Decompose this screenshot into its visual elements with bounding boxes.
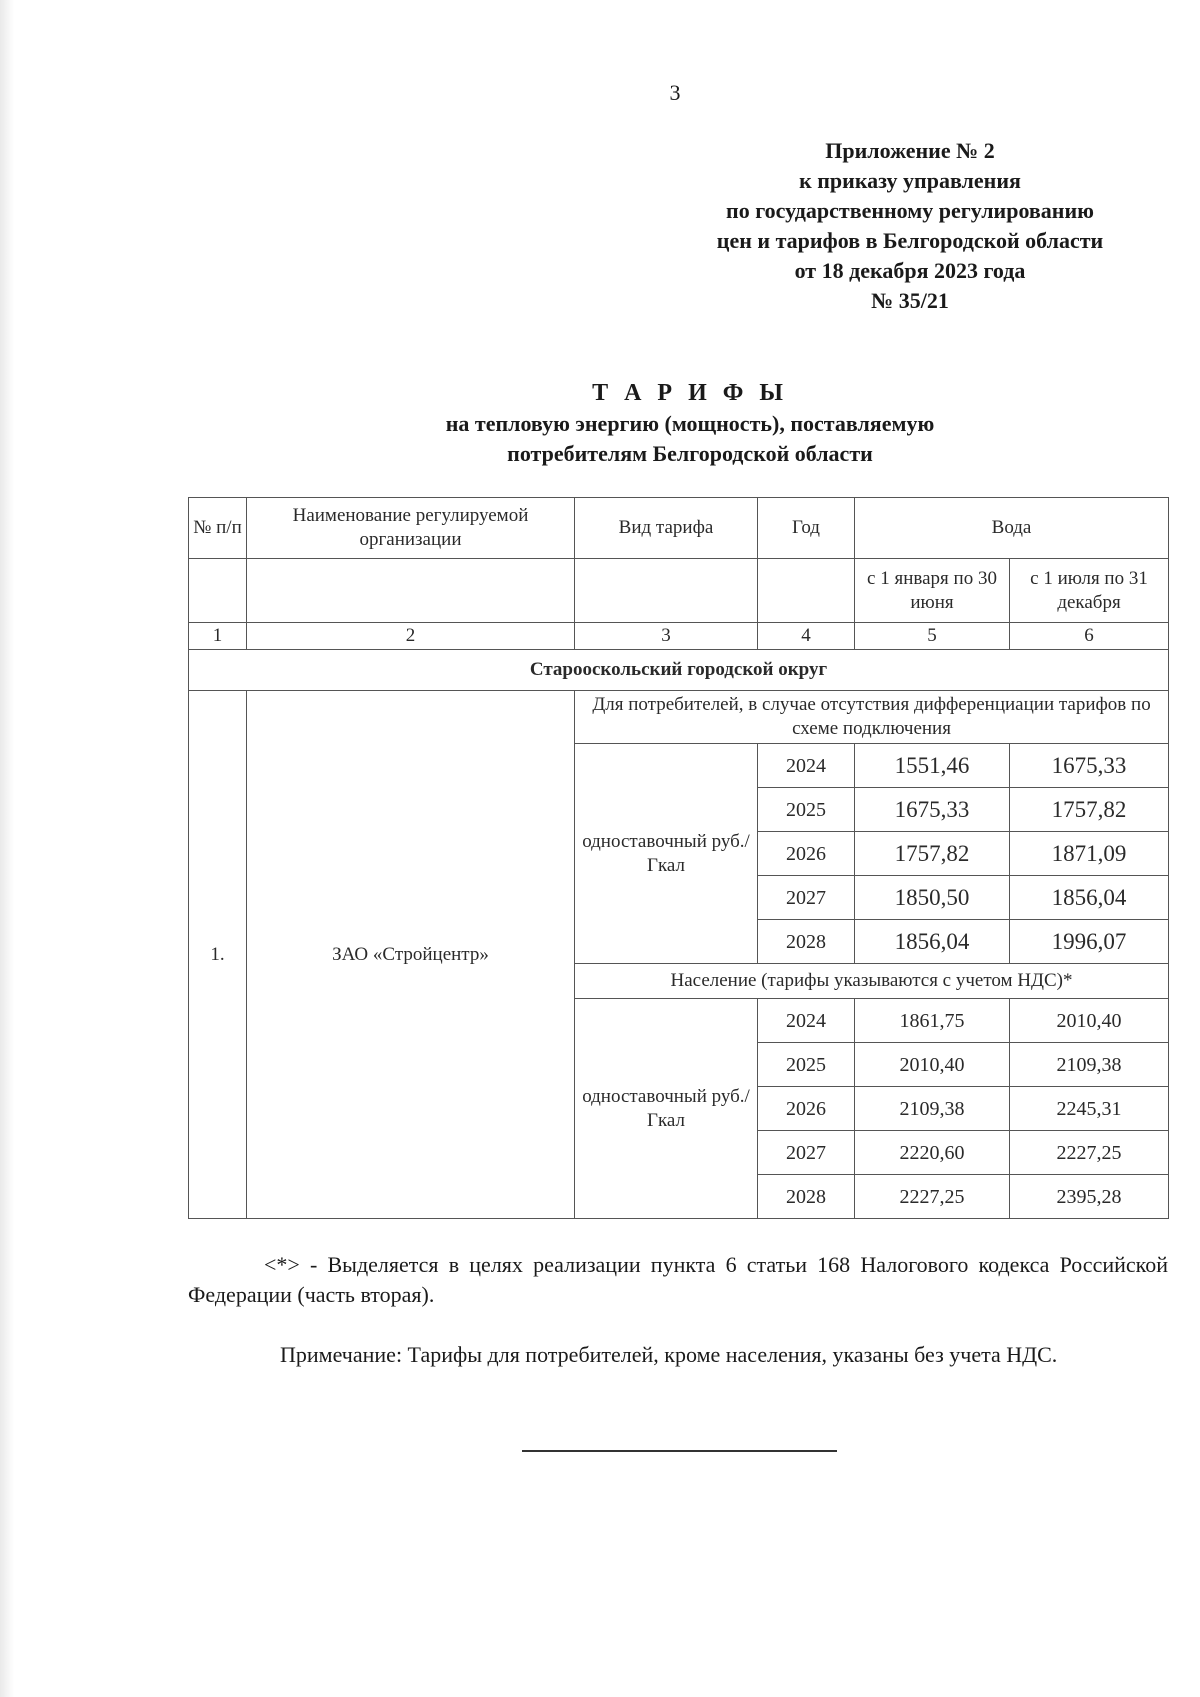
value-period-1: 1551,46 xyxy=(855,744,1010,788)
district-row xyxy=(189,650,1169,691)
value-period-1: 1861,75 xyxy=(855,999,1010,1043)
tariff-type-cell: одноставочный руб./Гкал xyxy=(575,999,758,1219)
column-numbers-row xyxy=(189,623,1169,650)
value-period-1: 1856,04 xyxy=(855,920,1010,964)
value-period-2: 2010,40 xyxy=(1010,999,1169,1043)
year-cell: 2027 xyxy=(758,876,855,920)
year-cell: 2028 xyxy=(758,1175,855,1219)
appendix-line: от 18 декабря 2023 года xyxy=(794,258,1026,283)
appendix-line: цен и тарифов в Белгородской области xyxy=(716,228,1104,253)
column-number: 2 xyxy=(247,623,575,650)
value-period-1: 2010,40 xyxy=(855,1043,1010,1087)
category-label: Для потребителей, в случае отсутствия дифференциации тарифов по схеме подключения xyxy=(575,691,1169,744)
header-organization: Наименование регулируемой организации xyxy=(247,498,575,559)
value-period-2: 2227,25 xyxy=(1010,1131,1169,1175)
appendix-line: по государственному регулированию xyxy=(726,198,1094,223)
value-period-2: 2395,28 xyxy=(1010,1175,1169,1219)
value-period-2: 1996,07 xyxy=(1010,920,1169,964)
value-period-2: 1871,09 xyxy=(1010,832,1169,876)
separator-line xyxy=(522,1450,837,1452)
year-cell: 2026 xyxy=(758,1087,855,1131)
value-period-2: 2245,31 xyxy=(1010,1087,1169,1131)
value-period-1: 2220,60 xyxy=(855,1131,1010,1175)
title-subtitle-line: на тепловую энергию (мощность), поставляемую xyxy=(445,411,935,436)
appendix-line: № 35/21 xyxy=(871,288,949,313)
tariff-type-cell: одноставочный руб./Гкал xyxy=(575,744,758,964)
district-name: Старооскольский городской округ xyxy=(189,650,1169,691)
note-text: Примечание: Тарифы для потребителей, кроме населения, указаны без учета НДС. xyxy=(280,1342,1058,1367)
table-subheader-row xyxy=(189,559,1169,623)
tariffs-table xyxy=(188,497,1169,1219)
appendix-header xyxy=(650,136,1170,316)
value-period-1: 1675,33 xyxy=(855,788,1010,832)
appendix-line: к приказу управления xyxy=(799,168,1021,193)
header-period-1: с 1 января по 30 июня xyxy=(855,559,1010,623)
value-period-2: 2109,38 xyxy=(1010,1043,1169,1087)
header-tariff-type: Вид тарифа xyxy=(575,498,758,559)
header-year: Год xyxy=(758,498,855,559)
category-label: Население (тарифы указываются с учетом НДС)* xyxy=(575,964,1169,999)
value-period-2: 1757,82 xyxy=(1010,788,1169,832)
value-period-1: 1757,82 xyxy=(855,832,1010,876)
year-cell: 2028 xyxy=(758,920,855,964)
scan-edge xyxy=(0,0,14,1697)
year-cell: 2026 xyxy=(758,832,855,876)
title-subtitle-line: потребителям Белгородской области xyxy=(507,441,873,466)
column-number: 3 xyxy=(575,623,758,650)
header-water: Вода xyxy=(855,498,1169,559)
document-title xyxy=(290,377,1090,469)
year-cell: 2024 xyxy=(758,999,855,1043)
category-row xyxy=(189,691,1169,744)
year-cell: 2025 xyxy=(758,1043,855,1087)
year-cell: 2024 xyxy=(758,744,855,788)
page-number: 3 xyxy=(669,80,681,105)
value-period-2: 1856,04 xyxy=(1010,876,1169,920)
appendix-line: Приложение № 2 xyxy=(825,138,995,163)
value-period-2: 1675,33 xyxy=(1010,744,1169,788)
title-main: Т А Р И Ф Ы xyxy=(592,380,788,406)
organization-name: ЗАО «Стройцентр» xyxy=(247,691,575,1219)
year-cell: 2027 xyxy=(758,1131,855,1175)
column-number: 1 xyxy=(189,623,247,650)
footnote-block xyxy=(188,1250,1168,1370)
column-number: 5 xyxy=(855,623,1010,650)
footnote-text: <*> - Выделяется в целях реализации пункта 6 статьи 168 Налогового кодекса Российской Федерации (часть вторая). xyxy=(188,1252,1168,1307)
year-cell: 2025 xyxy=(758,788,855,832)
table-header-row xyxy=(189,498,1169,559)
header-num: № п/п xyxy=(189,498,247,559)
value-period-1: 2109,38 xyxy=(855,1087,1010,1131)
value-period-1: 2227,25 xyxy=(855,1175,1010,1219)
column-number: 6 xyxy=(1010,623,1169,650)
row-number: 1. xyxy=(189,691,247,1219)
header-period-2: с 1 июля по 31 декабря xyxy=(1010,559,1169,623)
column-number: 4 xyxy=(758,623,855,650)
value-period-1: 1850,50 xyxy=(855,876,1010,920)
